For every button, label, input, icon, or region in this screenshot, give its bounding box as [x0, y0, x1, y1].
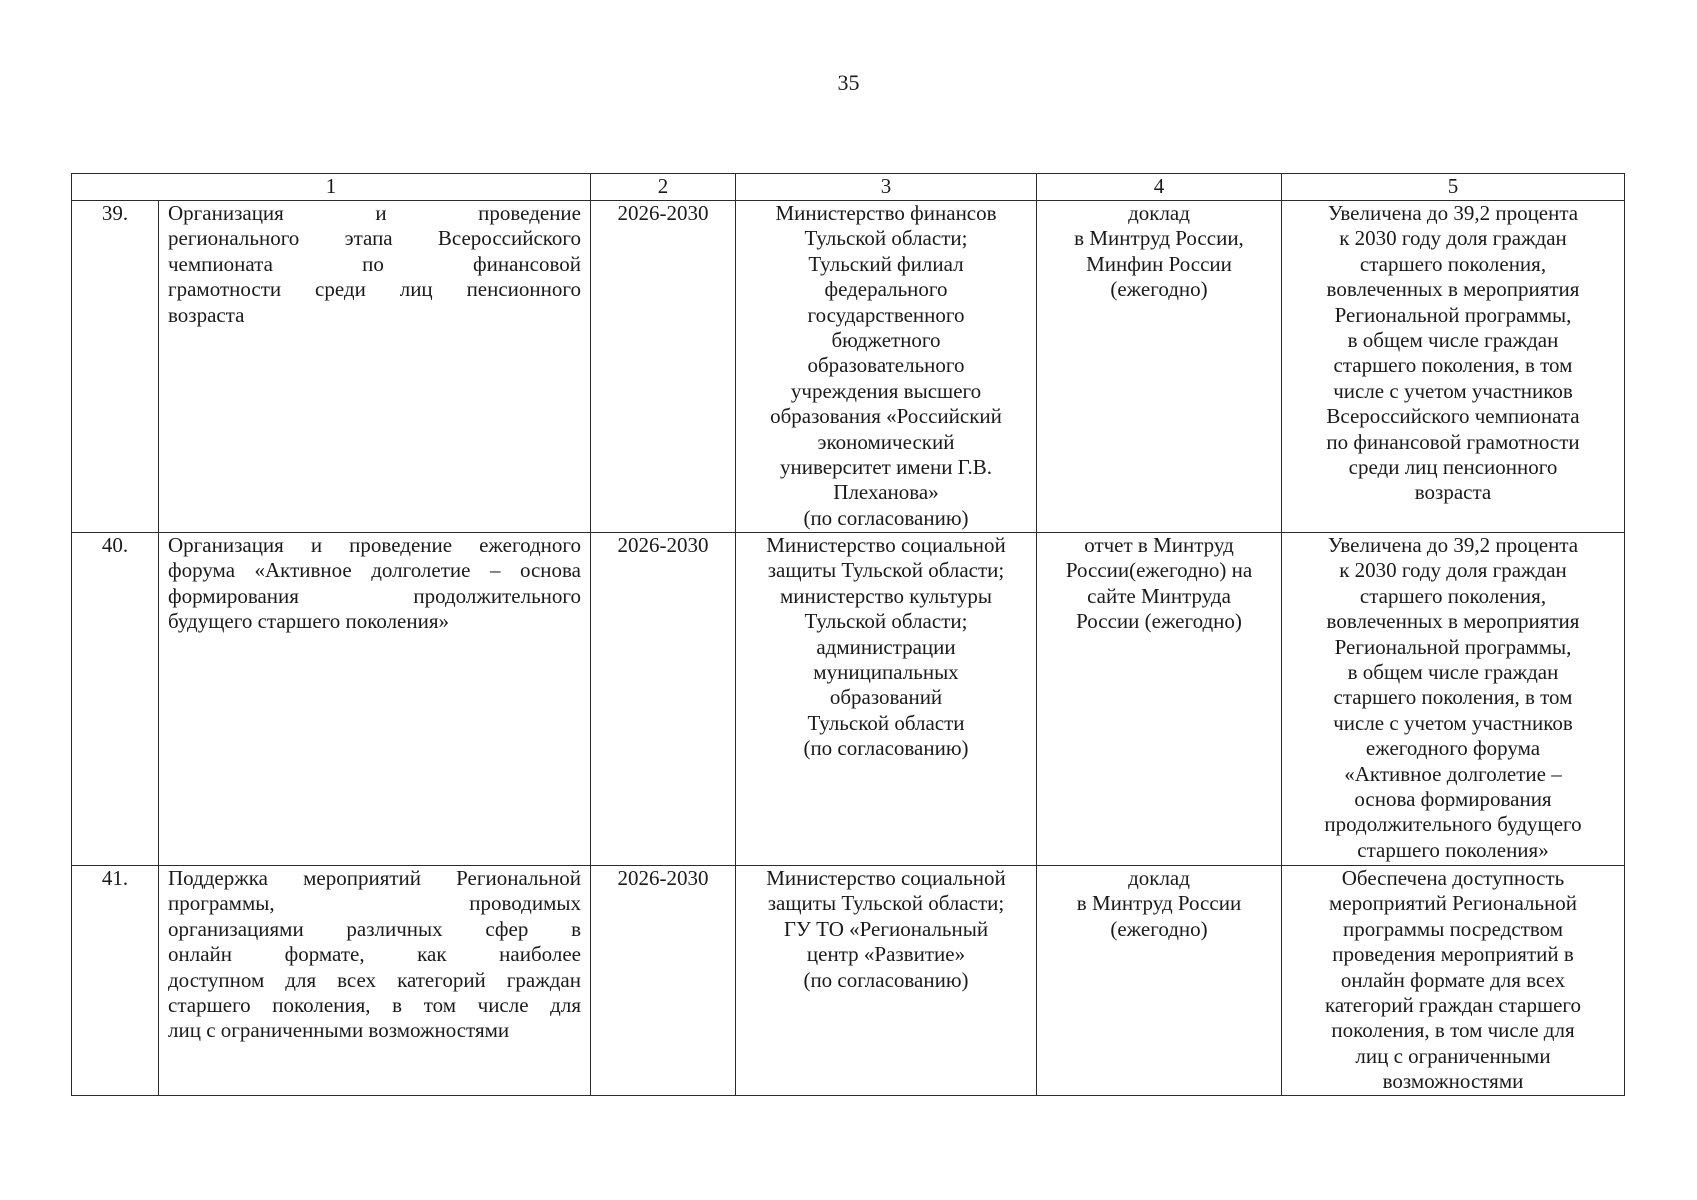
measure-name-line: онлайн формате, как наиболее: [168, 942, 581, 967]
responsible-executor: [736, 201, 1037, 533]
executor-line: защиты Тульской области;: [767, 558, 1005, 583]
result-line: Обеспечена доступность: [1341, 866, 1565, 890]
executor-line: центр «Развитие»: [806, 942, 966, 967]
result-line: ежегодного форума: [1365, 736, 1541, 761]
executor-line: Тульской области: [807, 710, 965, 735]
expected-result: [1282, 866, 1625, 1096]
result-line: онлайн формате для всех: [1340, 967, 1566, 992]
report-line: в Минтруд России,: [1074, 226, 1244, 251]
result-line: вовлеченных в мероприятия: [1326, 277, 1580, 302]
header-col-2: 2: [591, 174, 736, 201]
executor-line: (по согласованию): [803, 967, 969, 992]
result-line: старшего поколения, в том: [1333, 685, 1573, 710]
report-line: Минфин России: [1086, 251, 1232, 276]
result-line: программы посредством: [1342, 916, 1564, 941]
table-row: [72, 866, 1625, 1096]
result-line: возраста: [1414, 480, 1492, 505]
measure-name-line: регионального этапа Всероссийского: [168, 226, 581, 251]
executor-line: Министерство социальной: [766, 533, 1006, 557]
responsible-executor: [736, 866, 1037, 1096]
result-line: Региональной программы,: [1334, 302, 1572, 327]
result-line: возможностями: [1382, 1069, 1524, 1094]
executor-line: (по согласованию): [803, 736, 969, 761]
measures-table: [71, 173, 1625, 1096]
result-line: Региональной программы,: [1334, 634, 1572, 659]
expected-result: [1282, 201, 1625, 533]
table-body: [72, 174, 1625, 1096]
executor-line: (по согласованию): [803, 505, 969, 530]
report-line: сайте Минтруда: [1087, 583, 1231, 608]
report-line: (ежегодно): [1110, 277, 1208, 302]
executor-line: бюджетного: [831, 328, 941, 353]
measure-name-line: организациями различных сфер в: [168, 916, 581, 941]
expected-result: [1282, 533, 1625, 866]
result-line: к 2030 году доля граждан: [1339, 226, 1567, 251]
implementation-period: 2026-2030: [591, 866, 736, 1096]
result-line: в общем числе граждан: [1347, 328, 1559, 353]
executor-line: федерального: [824, 277, 948, 302]
measure-name: [159, 866, 591, 1096]
result-line: вовлеченных в мероприятия: [1326, 609, 1580, 634]
measure-name-line: формирования продолжительного: [168, 583, 581, 608]
report-form: [1037, 866, 1282, 1096]
measure-name: [159, 533, 591, 866]
result-line: категорий граждан старшего: [1324, 993, 1582, 1018]
header-col-1: 1: [72, 174, 591, 201]
report-line: отчет в Минтруд: [1084, 533, 1234, 557]
measure-name-line: программы, проводимых: [168, 891, 581, 916]
executor-line: Министерство социальной: [766, 866, 1006, 890]
result-line: «Активное долголетие –: [1344, 761, 1562, 786]
result-line: старшего поколения,: [1359, 583, 1547, 608]
measure-name-line: Организация и проведение: [168, 201, 581, 225]
measure-name-line: будущего старшего поколения»: [168, 609, 450, 634]
executor-line: Министерство финансов: [775, 201, 997, 225]
measure-name-line: Организация и проведение ежегодного: [168, 533, 581, 557]
executor-line: Тульской области;: [804, 609, 968, 634]
responsible-executor: [736, 533, 1037, 866]
result-line: продолжительного будущего: [1324, 812, 1582, 837]
result-line: среди лиц пенсионного: [1348, 455, 1558, 480]
executor-line: образований: [829, 685, 943, 710]
measure-name-line: лиц с ограниченными возможностями: [168, 1018, 510, 1043]
result-line: в общем числе граждан: [1347, 660, 1559, 685]
measure-name-line: форума «Активное долголетие – основа: [168, 558, 581, 583]
header-col-4: 4: [1037, 174, 1282, 201]
implementation-period: 2026-2030: [591, 201, 736, 533]
result-line: мероприятий Региональной: [1328, 891, 1577, 916]
measure-name-line: чемпионата по финансовой: [168, 251, 581, 276]
measure-name-line: доступном для всех категорий граждан: [168, 967, 581, 992]
report-line: доклад: [1128, 201, 1190, 225]
result-line: числе с учетом участников: [1333, 378, 1573, 403]
measure-name-line: старшего поколения, в том числе для: [168, 993, 581, 1018]
report-line: (ежегодно): [1110, 916, 1208, 941]
executor-line: Тульский филиал: [808, 251, 964, 276]
page-number: 35: [837, 70, 860, 95]
executor-line: государственного: [807, 302, 965, 327]
executor-line: администрации: [816, 634, 956, 659]
row-number: 40.: [72, 533, 159, 866]
result-line: поколения, в том числе для: [1331, 1018, 1575, 1043]
result-line: старшего поколения»: [1357, 837, 1549, 862]
executor-line: Тульской области;: [804, 226, 968, 251]
result-line: старшего поколения, в том: [1333, 353, 1573, 378]
result-line: числе с учетом участников: [1333, 710, 1573, 735]
result-line: Увеличена до 39,2 процента: [1327, 201, 1579, 225]
row-number: 39.: [72, 201, 159, 533]
result-line: Увеличена до 39,2 процента: [1327, 533, 1579, 557]
executor-line: муниципальных: [813, 660, 959, 685]
executor-line: ГУ ТО «Региональный: [783, 916, 989, 941]
executor-line: образовательного: [807, 353, 965, 378]
table-row: [72, 533, 1625, 866]
result-line: по финансовой грамотности: [1326, 429, 1580, 454]
report-form: [1037, 201, 1282, 533]
report-line: доклад: [1128, 866, 1190, 890]
report-line: России(ежегодно) на: [1065, 558, 1253, 583]
result-line: к 2030 году доля граждан: [1339, 558, 1567, 583]
report-form: [1037, 533, 1282, 866]
table-row: [72, 201, 1625, 533]
row-number: 41.: [72, 866, 159, 1096]
executor-line: университет имени Г.В.: [780, 455, 992, 480]
header-col-3: 3: [736, 174, 1037, 201]
result-line: Всероссийского чемпионата: [1326, 404, 1580, 429]
result-line: старшего поколения,: [1359, 251, 1547, 276]
result-line: проведения мероприятий в: [1332, 942, 1574, 967]
executor-line: учреждения высшего: [790, 378, 982, 403]
measure-name-line: возраста: [168, 302, 245, 327]
executor-line: защиты Тульской области;: [767, 891, 1005, 916]
executor-line: министерство культуры: [779, 583, 993, 608]
header-col-5: 5: [1282, 174, 1625, 201]
result-line: основа формирования: [1354, 787, 1552, 812]
result-line: лиц с ограниченными: [1355, 1043, 1551, 1068]
measure-name: [159, 201, 591, 533]
table-header-row: [72, 174, 1625, 201]
measure-name-line: грамотности среди лиц пенсионного: [168, 277, 581, 302]
executor-line: образования «Российский: [770, 404, 1002, 429]
implementation-period: 2026-2030: [591, 533, 736, 866]
report-line: в Минтруд России: [1076, 891, 1242, 916]
measure-name-line: Поддержка мероприятий Региональной: [168, 866, 581, 890]
executor-line: экономический: [817, 429, 955, 454]
report-line: России (ежегодно): [1076, 609, 1242, 634]
executor-line: Плеханова»: [833, 480, 939, 505]
